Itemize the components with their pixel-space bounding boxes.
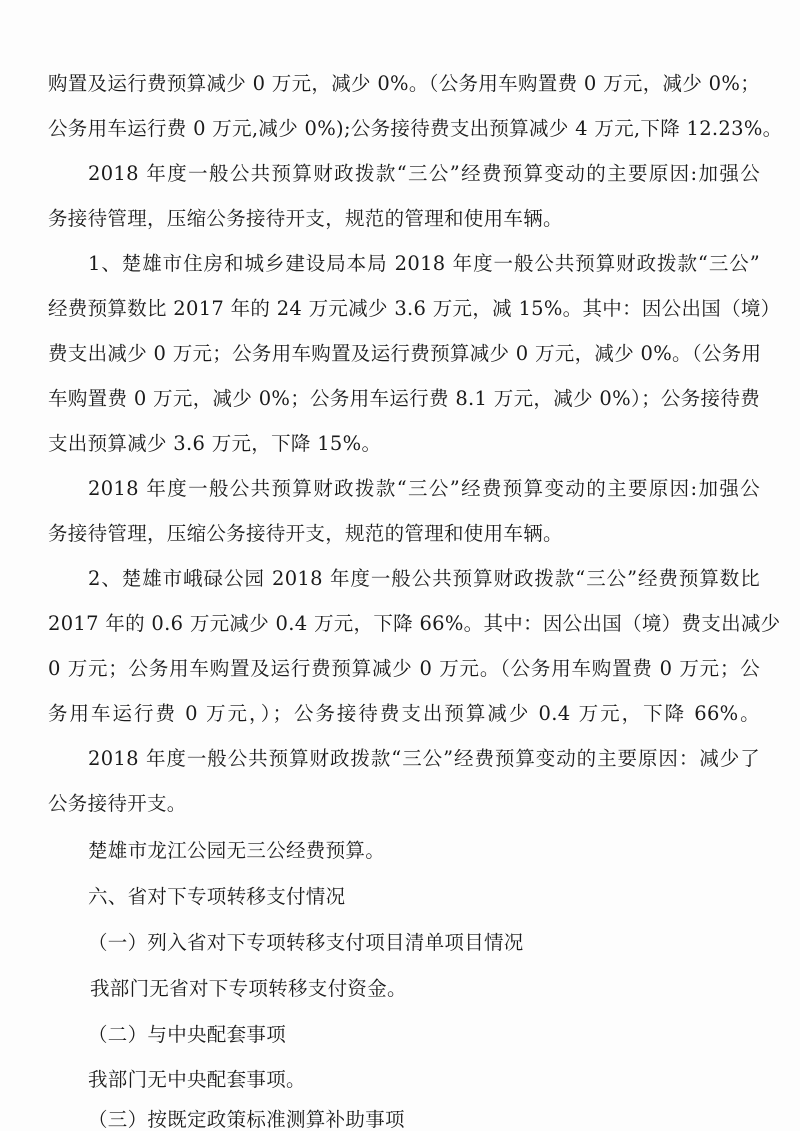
section-heading: 六、省对下专项转移支付情况 — [88, 885, 346, 908]
subsection-heading: （一）列入省对下专项转移支付项目清单项目情况 — [88, 931, 524, 954]
paragraph-line: 经费预算数比 2017 年的 24 万元减少 3.6 万元，减 15%。其中：因公出国（境） — [48, 297, 781, 320]
paragraph-line: 2018 年度一般公共预算财政拨款“三公”经费预算变动的主要原因:加强公 — [88, 162, 760, 185]
paragraph-line: 2018 年度一般公共预算财政拨款“三公”经费预算变动的主要原因:加强公 — [88, 477, 760, 500]
paragraph-line: 务接待管理，压缩公务接待开支，规范的管理和使用车辆。 — [48, 522, 563, 545]
paragraph-line: 公务用车运行费 0 万元,减少 0%);公务接待费支出预算减少 4 万元,下降 12.23%。 — [48, 117, 783, 140]
paragraph-line: 楚雄市龙江公园无三公经费预算。 — [88, 839, 386, 862]
paragraph-line: 务用车运行费 0 万元，）；公务接待费支出预算减少 0.4 万元，下降 66%。 — [48, 702, 760, 725]
paragraph-line: 务接待管理，压缩公务接待开支，规范的管理和使用车辆。 — [48, 207, 563, 230]
paragraph-line: 我部门无中央配套事项。 — [88, 1068, 306, 1091]
paragraph-line: 支出预算减少 3.6 万元，下降 15%。 — [48, 432, 382, 455]
paragraph-line: 车购置费 0 万元，减少 0%；公务用车运行费 8.1 万元，减少 0%）；公务接待费 — [48, 387, 760, 410]
paragraph-line: 购置及运行费预算减少 0 万元，减少 0%。（公务用车购置费 0 万元，减少 0%； — [48, 72, 760, 95]
paragraph-line: 1、楚雄市住房和城乡建设局本局 2018 年度一般公共预算财政拨款“三公” — [88, 252, 760, 275]
paragraph-line: 2017 年的 0.6 万元减少 0.4 万元，下降 66%。其中：因公出国（境）费支出减少 — [48, 612, 781, 635]
paragraph-line: 费支出减少 0 万元；公务用车购置及运行费预算减少 0 万元，减少 0%。（公务用 — [48, 342, 762, 365]
paragraph-line: 2、楚雄市峨碌公园 2018 年度一般公共预算财政拨款“三公”经费预算数比 — [88, 567, 760, 590]
paragraph-line: 2018 年度一般公共预算财政拨款“三公”经费预算变动的主要原因：减少了 — [88, 747, 760, 770]
paragraph-line: 我部门无省对下专项转移支付资金。 — [90, 977, 407, 1000]
subsection-heading: （二）与中央配套事项 — [88, 1023, 287, 1046]
subsection-heading: （三）按既定政策标准测算补助事项 — [88, 1108, 405, 1131]
paragraph-line: 0 万元；公务用车购置及运行费预算减少 0 万元。（公务用车购置费 0 万元；公 — [48, 657, 760, 680]
paragraph-line: 公务接待开支。 — [48, 792, 187, 815]
